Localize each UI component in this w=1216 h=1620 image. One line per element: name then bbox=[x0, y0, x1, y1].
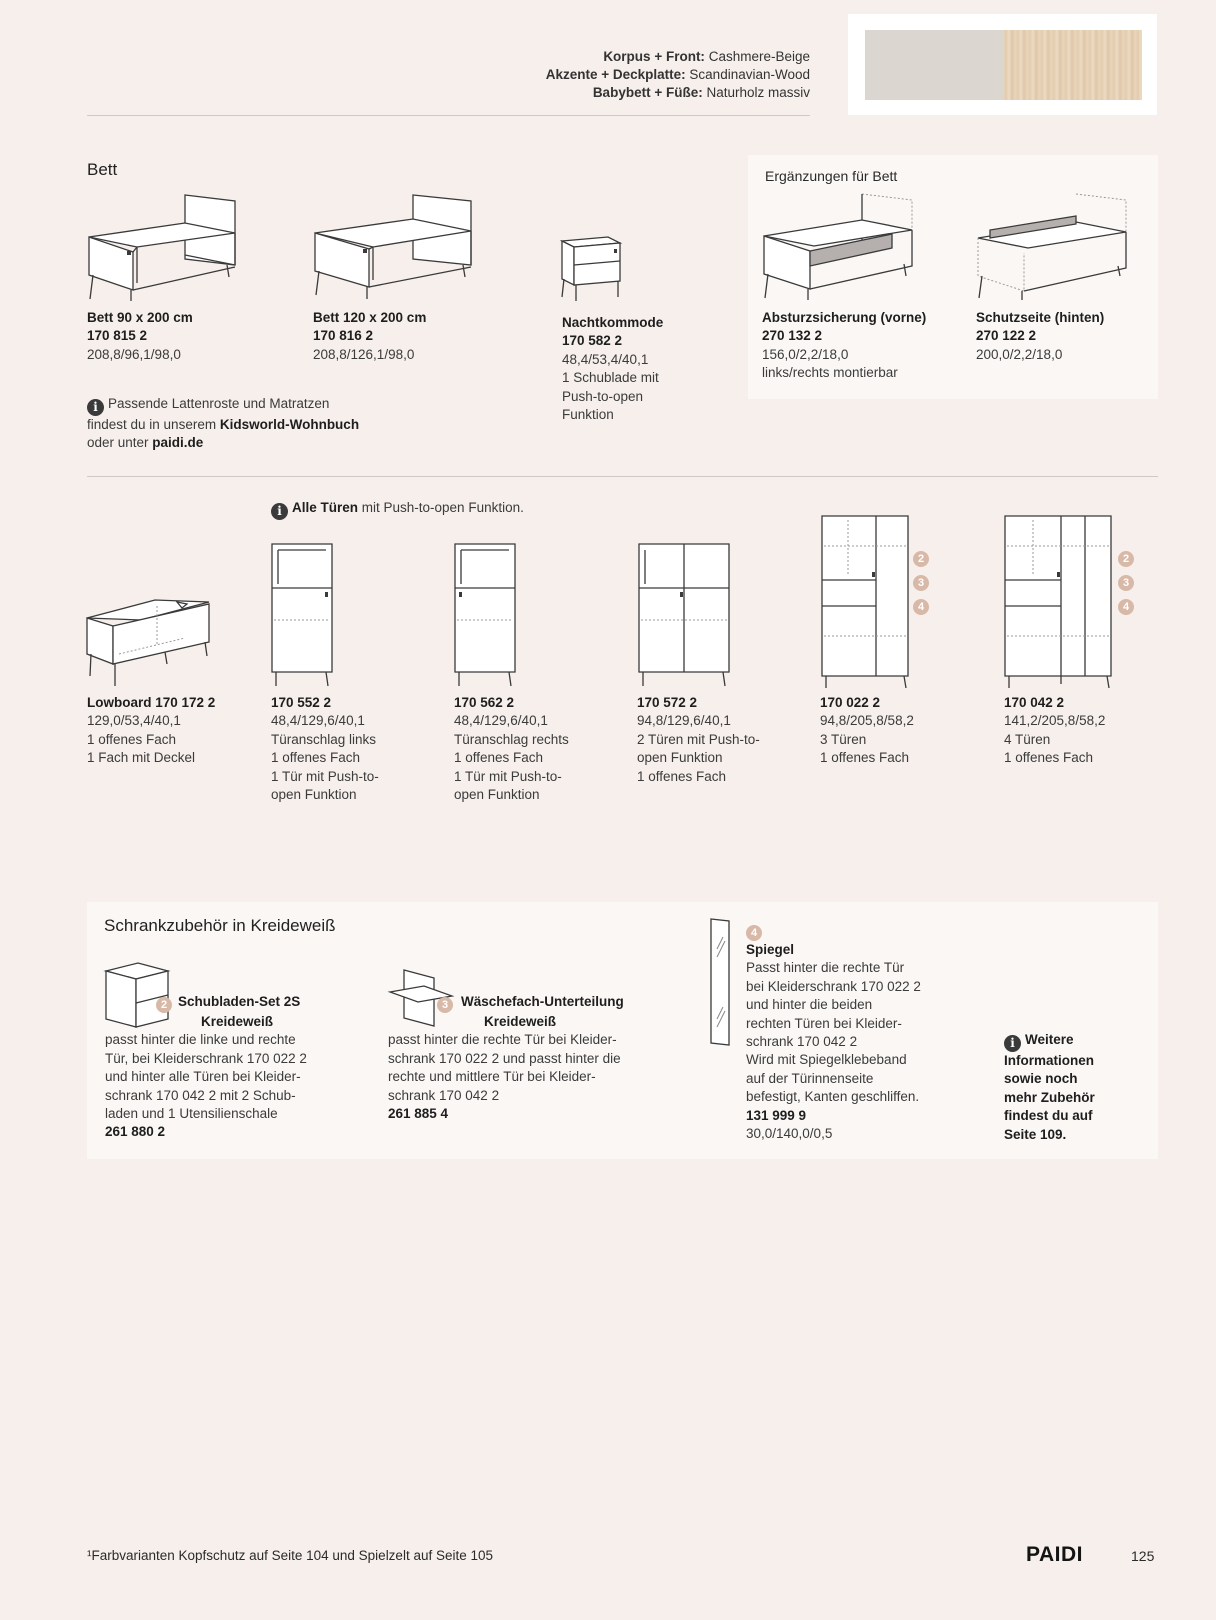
bed-90-illustration bbox=[87, 195, 237, 305]
footer-note: ¹Farbvarianten Kopfschutz auf Seite 104 und Spielzelt auf Seite 105 bbox=[87, 1548, 494, 1563]
bett-title: Bett bbox=[87, 160, 118, 179]
color-specs bbox=[546, 48, 810, 102]
badge-3: 3 bbox=[1118, 575, 1134, 591]
badge-4: 4 bbox=[1118, 599, 1134, 615]
doors-note: i Alle Türen mit Push-to-open Funktion. bbox=[271, 499, 524, 520]
info-icon: i bbox=[271, 503, 288, 520]
badge-4: 4 bbox=[746, 925, 762, 941]
schrank-item-170-572: 170 572 2 94,8/129,6/40,1 2 Türen mit Push-to- open Funktion 1 offenes Fach bbox=[637, 695, 760, 784]
badge-4: 4 bbox=[913, 599, 929, 615]
color-swatches bbox=[848, 14, 1157, 115]
lowboard-illustration bbox=[87, 598, 212, 690]
zubehoer-more-info: i Weitere Informationen sowie noch mehr Zubehör findest du auf Seite 109. bbox=[1004, 1032, 1095, 1142]
absturzsicherung-illustration bbox=[762, 194, 917, 304]
schrank-item-170-042: 170 042 2 141,2/205,8/58,2 4 Türen 1 offenes Fach bbox=[1004, 695, 1106, 766]
spec-akzente: Akzente + Deckplatte: Scandinavian-Wood bbox=[545, 67, 810, 82]
badge-2: 2 bbox=[913, 551, 929, 567]
schrank-item-170-552: 170 552 2 48,4/129,6/40,1 Türanschlag links 1 offenes Fach 1 Tür mit Push-to- open Funktion bbox=[271, 695, 379, 803]
info-icon: i bbox=[1004, 1035, 1021, 1052]
spec-korpus: Korpus + Front: Cashmere-Beige bbox=[603, 49, 810, 64]
zubehoer-title: Schrankzubehör in Kreideweiß bbox=[104, 916, 336, 935]
swatch-cashmere-beige bbox=[865, 30, 1003, 100]
paidi-logo: PAIDI bbox=[1026, 1543, 1083, 1566]
wardrobe-170-022-illustration bbox=[820, 516, 915, 692]
bett-item-90: Bett 90 x 200 cm 170 815 2 208,8/96,1/98,0 bbox=[87, 310, 193, 362]
badges-170-042 bbox=[1118, 544, 1134, 616]
cabinet-170-562-illustration bbox=[453, 544, 523, 690]
cabinet-170-572-illustration bbox=[637, 544, 737, 690]
zubehoer-waeschefach: 3 Wäschefach-Unterteilung Kreideweiß passt hinter die rechte Tür bei Kleider- schrank 170 022 2 und passt hinter die rechte und mittlere Tür bei Kleider- schrank 170 042 2 261 885 4 bbox=[388, 994, 624, 1122]
bett-item-120: Bett 120 x 200 cm 170 816 2 208,8/126,1/98,0 bbox=[313, 310, 427, 362]
info-icon: i bbox=[87, 399, 104, 416]
nachtkommode-illustration bbox=[560, 235, 630, 305]
bett-item-nachtkommode: Nachtkommode 170 582 2 48,4/53,4/40,1 1 Schublade mit Push-to-open Funktion bbox=[562, 315, 664, 423]
zubehoer-schubladen-set: 2 Schubladen-Set 2S Kreideweiß passt hinter die linke und rechte Tür, bei Kleiderschrank 170 022 2 und hinter alle Türen bei Kleider- schrank 170 042 2 mit 2 Schub- laden und 1 Utensilienschale 261 880 2 bbox=[105, 994, 307, 1140]
zubehoer-spiegel: 4 Spiegel Passt hinter die rechte Tür bei Kleiderschrank 170 022 2 und hinter die beiden rechten Türen bei Kleider- schrank 170 042 2 Wird mit Spiegelklebeband auf der Türinnenseite befestigt, Kanten geschliffen. 131 999 9 30,0/140,0/0,5 bbox=[746, 927, 921, 1142]
schutzseite-illustration bbox=[976, 194, 1131, 304]
ergaenzungen-title: Ergänzungen für Bett bbox=[765, 168, 898, 184]
bett-info-note: i Passende Lattenroste und Matratzen findest du in unserem Kidsworld-Wohnbuch oder unter paidi.de bbox=[87, 396, 360, 451]
ergaenzung-absturzsicherung: Absturzsicherung (vorne) 270 132 2 156,0/2,2/18,0 links/rechts montierbar bbox=[762, 310, 927, 381]
badge-2: 2 bbox=[1118, 551, 1134, 567]
page-number: 125 bbox=[1131, 1548, 1155, 1564]
schrank-item-lowboard: Lowboard 170 172 2 129,0/53,4/40,1 1 offenes Fach 1 Fach mit Deckel bbox=[87, 695, 216, 766]
cabinet-170-552-illustration bbox=[270, 544, 340, 690]
spec-babybett: Babybett + Füße: Naturholz massiv bbox=[592, 85, 810, 100]
wardrobe-170-042-illustration bbox=[1003, 516, 1115, 692]
badge-3: 3 bbox=[437, 997, 453, 1013]
badges-170-022 bbox=[913, 544, 929, 616]
swatch-scandinavian-wood bbox=[1003, 30, 1142, 100]
spiegel-illustration bbox=[709, 919, 733, 1049]
badge-3: 3 bbox=[913, 575, 929, 591]
header-rule bbox=[87, 115, 810, 116]
badge-2: 2 bbox=[156, 997, 172, 1013]
bed-120-illustration bbox=[313, 195, 473, 305]
schrank-item-170-022: 170 022 2 94,8/205,8/58,2 3 Türen 1 offenes Fach bbox=[820, 695, 914, 766]
section-rule bbox=[87, 476, 1158, 477]
ergaenzung-schutzseite: Schutzseite (hinten) 270 122 2 200,0/2,2/18,0 bbox=[976, 310, 1105, 362]
schrank-item-170-562: 170 562 2 48,4/129,6/40,1 Türanschlag rechts 1 offenes Fach 1 Tür mit Push-to- open Funktion bbox=[454, 695, 569, 803]
